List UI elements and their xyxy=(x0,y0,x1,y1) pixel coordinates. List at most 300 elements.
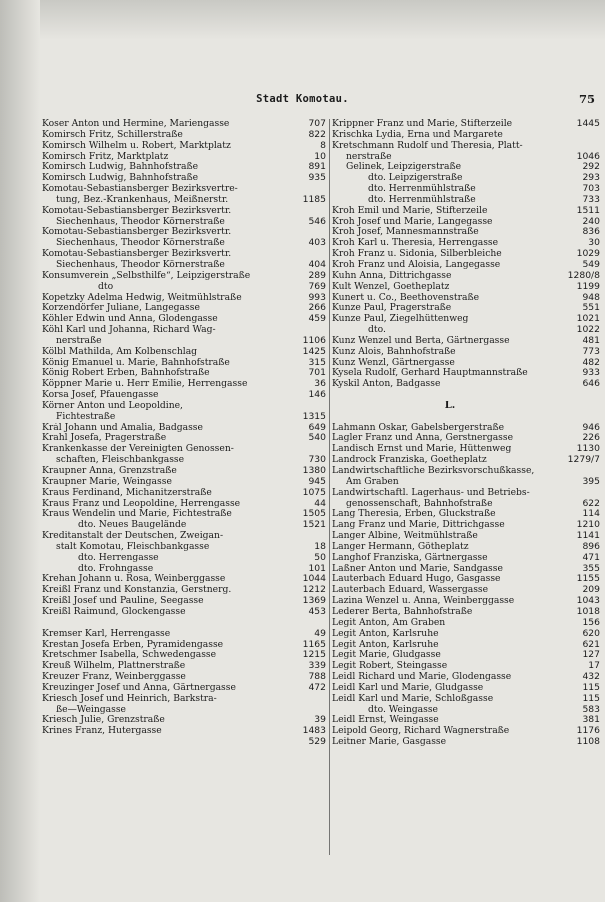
house-number: 946 xyxy=(582,421,600,433)
house-number: 1075 xyxy=(302,486,326,498)
entry-text: Kunert u. Co., Beethovenstraße xyxy=(332,292,480,303)
directory-entry xyxy=(42,401,328,412)
house-number: 788 xyxy=(308,671,326,683)
entry-text: Legit Marie, Gludgasse xyxy=(332,650,441,661)
entry-text: Kroh Josef und Marie, Langegasse xyxy=(332,216,493,227)
entry-text: Kreditanstalt der Deutschen, Zweigan- xyxy=(42,531,224,542)
entry-text: Kreißl Franz und Konstanzia, Gerstnerg. xyxy=(42,585,232,596)
directory-entry xyxy=(332,195,602,206)
house-number: 115 xyxy=(582,692,600,704)
directory-entry xyxy=(332,553,602,564)
house-number: 1445 xyxy=(576,118,600,129)
entry-text: dto. Herrengasse xyxy=(78,552,159,563)
directory-entry xyxy=(332,585,602,596)
directory-entry xyxy=(332,347,602,358)
house-number: 1185 xyxy=(302,193,326,205)
entry-text: Körner Anton und Leopoldine, xyxy=(42,400,183,411)
house-number: 127 xyxy=(582,649,600,661)
house-number: 209 xyxy=(582,584,600,596)
entry-text: Krahl Josefa, Pragerstraße xyxy=(42,433,167,444)
house-number: 1279/7 xyxy=(567,454,600,466)
directory-entry xyxy=(42,358,328,369)
house-number: 315 xyxy=(308,356,326,368)
entry-text: Kult Wenzel, Goetheplatz xyxy=(332,281,450,292)
house-number: 355 xyxy=(582,562,600,574)
directory-entry xyxy=(332,141,602,152)
house-number: 773 xyxy=(582,345,600,357)
directory-entry xyxy=(42,488,328,499)
directory-entry xyxy=(42,694,328,705)
entry-text: dto. xyxy=(368,325,386,336)
entry-text: Leidl Ernst, Weingasse xyxy=(332,715,439,726)
entry-text: ße—Weingasse xyxy=(56,704,126,715)
house-number: 1018 xyxy=(576,605,600,617)
house-number: 1425 xyxy=(302,345,326,357)
house-number: 1505 xyxy=(302,508,326,520)
directory-entry xyxy=(332,314,602,325)
house-number: 49 xyxy=(314,627,326,639)
house-number: 39 xyxy=(314,714,326,726)
directory-entry xyxy=(332,488,602,499)
entry-text: Kunz Wenzl, Gärtnergasse xyxy=(332,357,455,368)
house-number: 1176 xyxy=(576,725,600,737)
directory-entry xyxy=(42,162,328,173)
directory-entry xyxy=(42,173,328,184)
right-column xyxy=(332,119,602,748)
entry-text: schaften, Fleischbankgasse xyxy=(56,455,185,466)
entry-text: Fichtestraße xyxy=(56,411,116,422)
directory-entry xyxy=(332,173,602,184)
entry-text: Siechenhaus, Theodor Körnerstraße xyxy=(56,238,225,249)
entry-text: Leidl Richard und Marie, Glodengasse xyxy=(332,672,512,683)
directory-entry xyxy=(42,618,328,629)
directory-entry xyxy=(42,466,328,477)
directory-entry xyxy=(332,596,602,607)
directory-entry xyxy=(332,520,602,531)
directory-entry xyxy=(332,152,602,163)
entry-text: Langer Albine, Weitmühlstraße xyxy=(332,531,478,542)
directory-entry xyxy=(332,130,602,141)
directory-entry xyxy=(42,423,328,434)
directory-entry xyxy=(42,509,328,520)
house-number: 540 xyxy=(308,432,326,444)
entry-text: Komirsch Fritz, Schillerstraße xyxy=(42,129,183,140)
entry-text: Kriesch Josef und Heinrich, Barkstra- xyxy=(42,693,217,704)
house-number: 44 xyxy=(314,497,326,509)
directory-entry xyxy=(332,325,602,336)
directory-entry xyxy=(332,217,602,228)
entry-text: Krankenkasse der Vereinigten Genossen- xyxy=(42,444,234,455)
house-number: 933 xyxy=(582,367,600,379)
entry-text: Lauterbach Eduard Hugo, Gasgasse xyxy=(332,574,501,585)
directory-entry xyxy=(332,607,602,618)
entry-text: Landwirtschaftl. Lagerhaus- und Betriebs- xyxy=(332,487,530,498)
entry-text: Krippner Franz und Marie, Stifterzeile xyxy=(332,119,513,129)
entry-text: Köhl Karl und Johanna, Richard Wag- xyxy=(42,325,216,336)
entry-text: Landrock Franziska, Goetheplatz xyxy=(332,455,487,466)
directory-entry xyxy=(42,607,328,618)
directory-entry xyxy=(332,531,602,542)
entry-text: Korzendörfer Juliane, Langegasse xyxy=(42,303,200,314)
entry-text: Leitner Marie, Gasgasse xyxy=(332,737,447,748)
entry-text: dto. Herrenmühlstraße xyxy=(368,194,476,205)
directory-entry xyxy=(332,282,602,293)
directory-entry xyxy=(332,336,602,347)
entry-text: Kreuzinger Josef und Anna, Gärtnergasse xyxy=(42,682,236,693)
house-number: 293 xyxy=(582,172,600,184)
entry-text: Kunze Paul, Ziegelhüttenweg xyxy=(332,314,469,325)
entry-text: Komotau-Sebastiansberger Bezirksvertre- xyxy=(42,184,238,195)
entry-text: Kreißl Raimund, Glockengasse xyxy=(42,606,186,617)
directory-entry xyxy=(42,368,328,379)
house-number: 339 xyxy=(308,660,326,672)
entry-text: Landwirtschaftliche Bezirksvorschußkasse, xyxy=(332,466,535,476)
directory-entry xyxy=(42,390,328,401)
entry-text: dto. Herrenmühlstraße xyxy=(368,184,476,195)
house-number: 549 xyxy=(582,258,600,270)
entry-text: Kreuß Wilhelm, Plattnerstraße xyxy=(42,661,186,672)
directory-entry xyxy=(42,217,328,228)
house-number: 404 xyxy=(308,258,326,270)
directory-entry xyxy=(42,531,328,542)
entry-text: Koser Anton und Hermine, Mariengasse xyxy=(42,119,230,129)
house-number: 453 xyxy=(308,605,326,617)
house-number: 948 xyxy=(582,291,600,303)
house-number: 583 xyxy=(582,703,600,715)
directory-entry xyxy=(332,737,602,748)
directory-entry xyxy=(42,238,328,249)
directory-entry xyxy=(42,184,328,195)
entry-text: Langhof Franziska, Gärtnergasse xyxy=(332,552,488,563)
entry-text: Krehan Johann u. Rosa, Weinberggasse xyxy=(42,574,226,585)
directory-entry xyxy=(42,433,328,444)
house-number: 36 xyxy=(314,378,326,390)
house-number: 226 xyxy=(582,432,600,444)
house-number: 622 xyxy=(582,497,600,509)
entry-text: Leidl Karl und Marie, Schloßgasse xyxy=(332,693,494,704)
house-number: 289 xyxy=(308,269,326,281)
house-number: 822 xyxy=(308,128,326,140)
directory-entry xyxy=(42,574,328,585)
house-number: 18 xyxy=(314,540,326,552)
house-number: 1315 xyxy=(302,410,326,422)
directory-entry xyxy=(42,585,328,596)
entry-text: Konsumverein „Selbsthilfe“, Leipzigerstraße xyxy=(42,270,251,281)
house-number: 1022 xyxy=(576,324,600,336)
entry-text: Lang Theresia, Erben, Gluckstraße xyxy=(332,509,496,520)
entry-text: Kroh Franz und Aloisia, Langegasse xyxy=(332,259,501,270)
directory-entry xyxy=(332,455,602,466)
entry-text: Komirsch Ludwig, Bahnhofstraße xyxy=(42,162,199,173)
directory-entry xyxy=(332,705,602,716)
house-number: 156 xyxy=(582,616,600,628)
directory-entry xyxy=(42,325,328,336)
house-number: 1108 xyxy=(576,736,600,748)
directory-entry xyxy=(332,574,602,585)
entry-text: Krischka Lydia, Erna und Margarete xyxy=(332,129,503,140)
directory-entry xyxy=(332,444,602,455)
house-number: 1046 xyxy=(576,150,600,162)
entry-text: Krestan Josefa Erben, Pyramidengasse xyxy=(42,639,224,650)
house-number: 482 xyxy=(582,356,600,368)
entry-text: Komotau-Sebastiansberger Bezirksvertr. xyxy=(42,227,232,238)
directory-entry xyxy=(332,509,602,520)
house-number: 471 xyxy=(582,551,600,563)
directory-entry xyxy=(332,694,602,705)
entry-text: Langer Hermann, Götheplatz xyxy=(332,541,469,552)
entry-text: Kraus Franz und Leopoldine, Herrengasse xyxy=(42,498,241,509)
directory-entry xyxy=(332,466,602,477)
house-number: 1155 xyxy=(576,573,600,585)
entry-text: Kreißl Josef und Pauline, Seegasse xyxy=(42,596,204,607)
entry-text: Leipold Georg, Richard Wagnerstraße xyxy=(332,726,510,737)
directory-entry xyxy=(332,640,602,651)
directory-entry xyxy=(42,141,328,152)
directory-entry xyxy=(332,726,602,737)
page-title: Stadt Komotau. xyxy=(256,93,349,105)
entry-text: König Emanuel u. Marie, Bahnhofstraße xyxy=(42,357,230,368)
entry-text: Legit Anton, Karlsruhe xyxy=(332,628,439,639)
entry-text: Lagler Franz und Anna, Gerstnergasse xyxy=(332,433,514,444)
directory-entry xyxy=(332,119,602,130)
house-number: 1106 xyxy=(302,334,326,346)
house-number: 8 xyxy=(320,139,326,151)
directory-entry xyxy=(42,249,328,260)
house-number: 395 xyxy=(582,475,600,487)
directory-entry xyxy=(42,553,328,564)
house-number: 896 xyxy=(582,540,600,552)
directory-entry xyxy=(332,412,602,423)
house-number: 1521 xyxy=(302,519,326,531)
directory-entry xyxy=(42,477,328,488)
directory-entry xyxy=(332,162,602,173)
house-number: 1044 xyxy=(302,573,326,585)
directory-entry xyxy=(42,726,328,737)
directory-entry xyxy=(332,227,602,238)
entry-text: dto. Weingasse xyxy=(368,704,438,715)
entry-text: Kriesch Julie, Grenzstraße xyxy=(42,715,165,726)
directory-entry xyxy=(332,271,602,282)
directory-entry xyxy=(332,368,602,379)
entry-text: Laßner Anton und Marie, Sandgasse xyxy=(332,563,503,574)
entry-text: Legit Robert, Steingasse xyxy=(332,661,448,672)
entry-text: Komotau-Sebastiansberger Bezirksvertr. xyxy=(42,205,232,216)
directory-entry xyxy=(42,499,328,510)
directory-entry xyxy=(332,184,602,195)
directory-entry xyxy=(332,618,602,629)
house-number: 730 xyxy=(308,454,326,466)
house-number: 1483 xyxy=(302,725,326,737)
house-number: 769 xyxy=(308,280,326,292)
entry-text: König Robert Erben, Bahnhofstraße xyxy=(42,368,210,379)
house-number: 529 xyxy=(308,736,326,748)
directory-entry xyxy=(42,683,328,694)
entry-text: Landisch Ernst und Marie, Hüttenweg xyxy=(332,444,512,455)
directory-entry xyxy=(42,271,328,282)
entry-text: Kretschmann Rudolf und Theresia, Platt- xyxy=(332,140,523,151)
entry-text: Komirsch Fritz, Marktplatz xyxy=(42,151,169,162)
entry-text: Kysela Rudolf, Gerhard Hauptmannstraße xyxy=(332,368,528,379)
house-number: 459 xyxy=(308,313,326,325)
entry-text: Kraus Ferdinand, Michanitzerstraße xyxy=(42,487,212,498)
house-number: 481 xyxy=(582,334,600,346)
entry-text: tung, Bez.-Krankenhaus, Meißnerstr. xyxy=(56,194,229,205)
house-number: 621 xyxy=(582,638,600,650)
directory-entry xyxy=(42,293,328,304)
directory-entry xyxy=(42,314,328,325)
entry-text: stalt Komotau, Fleischbankgasse xyxy=(56,541,210,552)
entry-text: Gelinek, Leipzigerstraße xyxy=(346,162,462,173)
entry-text: Kraupner Marie, Weingasse xyxy=(42,476,172,487)
directory-entry xyxy=(332,629,602,640)
house-number: 707 xyxy=(308,118,326,129)
house-number: 1029 xyxy=(576,248,600,260)
entry-text: Legit Anton, Karlsruhe xyxy=(332,639,439,650)
directory-entry xyxy=(42,661,328,672)
house-number: 945 xyxy=(308,475,326,487)
entry-text: Komirsch Ludwig, Bahnhofstraße xyxy=(42,173,199,184)
directory-entry xyxy=(42,542,328,553)
directory-entry xyxy=(42,130,328,141)
house-number: 1212 xyxy=(302,584,326,596)
house-number: 891 xyxy=(308,161,326,173)
entry-text: Kunz Wenzel und Berta, Gärtnergasse xyxy=(332,335,510,346)
column-divider xyxy=(329,119,330,855)
directory-entry xyxy=(42,650,328,661)
directory-entry xyxy=(332,238,602,249)
house-number: 115 xyxy=(582,681,600,693)
directory-entry xyxy=(42,672,328,683)
directory-entry xyxy=(42,715,328,726)
entry-text: Kuhn Anna, Dittrichgasse xyxy=(332,270,452,281)
directory-entry xyxy=(332,715,602,726)
entry-text: Lauterbach Eduard, Wassergasse xyxy=(332,585,489,596)
directory-entry xyxy=(332,260,602,271)
directory-entry xyxy=(332,358,602,369)
house-number: 1369 xyxy=(302,595,326,607)
entry-text: Lederer Berta, Bahnhofstraße xyxy=(332,606,473,617)
directory-entry xyxy=(42,152,328,163)
house-number: 50 xyxy=(314,551,326,563)
directory-entry xyxy=(42,737,328,748)
house-number: 701 xyxy=(308,367,326,379)
entry-text: genossenschaft, Bahnhofstraße xyxy=(346,498,493,509)
entry-text: dto xyxy=(98,281,114,292)
directory-entry xyxy=(42,260,328,271)
directory-entry xyxy=(332,206,602,217)
left-column xyxy=(42,119,328,748)
house-number: 935 xyxy=(308,172,326,184)
entry-text: Krines Franz, Hutergasse xyxy=(42,726,162,737)
directory-entry xyxy=(332,564,602,575)
directory-entry xyxy=(42,596,328,607)
scan-shadow-top xyxy=(0,0,605,40)
entry-text: Kroh Karl u. Theresia, Herrengasse xyxy=(332,238,499,249)
house-number: 1280/8 xyxy=(567,269,600,281)
directory-entry xyxy=(332,423,602,434)
directory-entry xyxy=(42,347,328,358)
house-number: 993 xyxy=(308,291,326,303)
entry-text: Lang Franz und Marie, Dittrichgasse xyxy=(332,520,505,531)
entry-text: Komotau-Sebastiansberger Bezirksvertr. xyxy=(42,249,232,260)
house-number: 1380 xyxy=(302,465,326,476)
house-number: 240 xyxy=(582,215,600,227)
directory-entry xyxy=(42,520,328,531)
directory-entry xyxy=(42,119,328,130)
house-number: 10 xyxy=(314,150,326,162)
entry-text: Leidl Karl und Marie, Gludgasse xyxy=(332,682,484,693)
entry-text: Lazina Wenzel u. Anna, Weinberggasse xyxy=(332,596,515,607)
house-number: 101 xyxy=(308,562,326,574)
directory-entry xyxy=(42,379,328,390)
directory-entry xyxy=(332,433,602,444)
house-number: 1141 xyxy=(576,530,600,542)
directory-entry xyxy=(332,303,602,314)
entry-text: dto. Leipzigerstraße xyxy=(368,173,463,184)
house-number: 1511 xyxy=(576,204,600,216)
entry-text: Kraus Wendelin und Marie, Fichtestraße xyxy=(42,509,232,520)
directory-entry xyxy=(42,303,328,314)
house-number: 146 xyxy=(308,389,326,401)
directory-entry xyxy=(332,379,602,390)
house-number: 381 xyxy=(582,714,600,726)
directory-entry xyxy=(332,390,602,401)
directory-entry xyxy=(332,542,602,553)
entry-text: Legit Anton, Am Graben xyxy=(332,617,446,628)
house-number: 17 xyxy=(588,660,600,672)
scan-shadow-left xyxy=(0,0,40,902)
house-number: 292 xyxy=(582,161,600,173)
directory-entry xyxy=(332,661,602,672)
directory-entry xyxy=(332,249,602,260)
house-number: 703 xyxy=(582,183,600,195)
directory-entry xyxy=(42,564,328,575)
directory-entry xyxy=(42,282,328,293)
entry-text: Kyskil Anton, Badgasse xyxy=(332,379,441,390)
directory-entry xyxy=(332,477,602,488)
house-number: 472 xyxy=(308,681,326,693)
entry-text: Kraupner Anna, Grenzstraße xyxy=(42,466,177,476)
house-number: 1165 xyxy=(302,638,326,650)
section-heading xyxy=(332,401,602,412)
directory-entry xyxy=(42,444,328,455)
entry-text: Köhler Edwin und Anna, Glodengasse xyxy=(42,314,218,325)
entry-text: Kopetzky Adelma Hedwig, Weitmühlstraße xyxy=(42,292,242,303)
entry-text: Kroh Emil und Marie, Stifterzeile xyxy=(332,205,488,216)
entry-text: Komirsch Wilhelm u. Robert, Marktplatz xyxy=(42,140,231,151)
house-number: 1043 xyxy=(576,595,600,607)
entry-text: dto. Frohngasse xyxy=(78,563,154,574)
house-number: 646 xyxy=(582,378,600,390)
house-number: 403 xyxy=(308,237,326,249)
entry-text: Kunz Alois, Bahnhofstraße xyxy=(332,346,456,357)
house-number: 649 xyxy=(308,421,326,433)
entry-text: Kreuzer Franz, Weinberggasse xyxy=(42,672,186,683)
directory-entry xyxy=(42,455,328,466)
house-number: 733 xyxy=(582,193,600,205)
directory-entry xyxy=(332,499,602,510)
directory-entry xyxy=(332,650,602,661)
house-number: 836 xyxy=(582,226,600,238)
entry-text: Kroh Franz u. Sidonia, Silberbleiche xyxy=(332,249,502,260)
entry-text: Král Johann und Amalia, Badgasse xyxy=(42,422,203,433)
house-number: 30 xyxy=(588,237,600,249)
entry-text: Lahmann Oskar, Gabelsbergerstraße xyxy=(332,422,505,433)
house-number: 1130 xyxy=(576,443,600,455)
entry-text: L. xyxy=(444,400,456,411)
directory-entry xyxy=(332,672,602,683)
entry-text: dto. Neues Baugelände xyxy=(78,520,187,531)
